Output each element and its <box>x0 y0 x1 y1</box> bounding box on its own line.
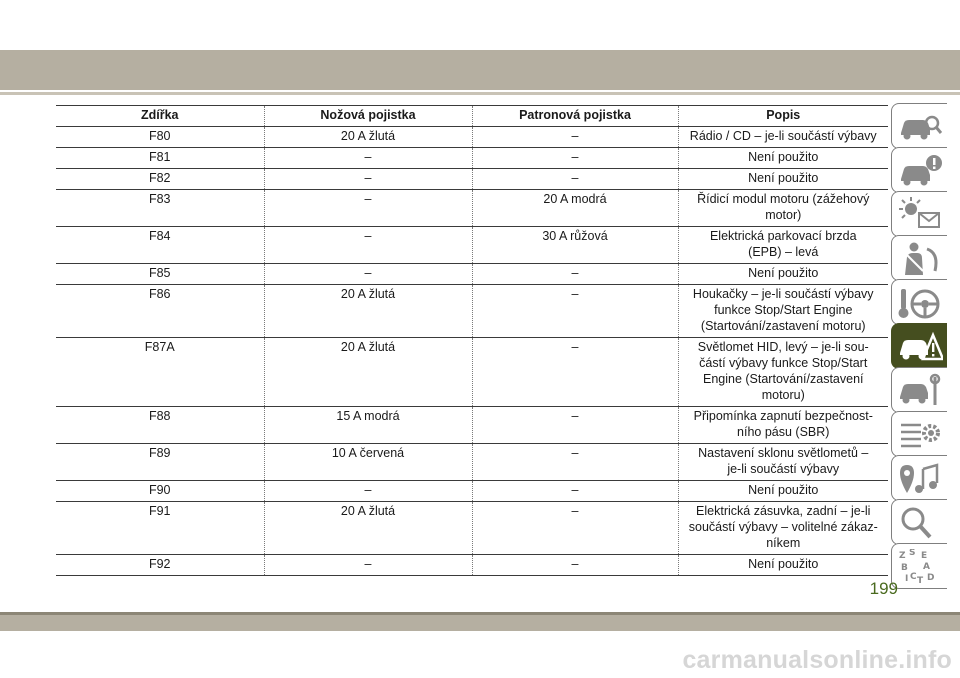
cell-blade-fuse: – <box>264 264 472 285</box>
cell-cartridge-fuse: – <box>472 285 678 338</box>
cell-description <box>678 481 888 502</box>
cell-description <box>678 148 888 169</box>
cell-cartridge-fuse: – <box>472 502 678 555</box>
svg-text:S: S <box>909 549 916 558</box>
cell-description <box>678 407 888 444</box>
cell-socket: F87A <box>56 338 264 407</box>
cell-blade-fuse: – <box>264 148 472 169</box>
tab-warning-lights[interactable] <box>891 191 947 237</box>
table-row <box>56 502 888 555</box>
index-letters-icon <box>897 549 943 585</box>
car-service-tools-icon <box>897 373 943 409</box>
specifications-gear-icon <box>897 417 943 453</box>
tab-emergency[interactable] <box>891 323 947 369</box>
table-row <box>56 481 888 502</box>
cell-description <box>678 502 888 555</box>
tab-car-search[interactable] <box>891 103 947 149</box>
svg-text:I: I <box>905 574 909 584</box>
cell-cartridge-fuse: – <box>472 481 678 502</box>
header-cell-socket: Zdířka <box>56 106 264 127</box>
description-line: Houkačky – je-li součástí výbavy <box>692 287 874 301</box>
description-line: ního pásu (SBR) <box>737 425 830 439</box>
cell-description <box>678 127 888 148</box>
header-rule <box>0 92 960 95</box>
cell-blade-fuse: 20 A žlutá <box>264 338 472 407</box>
cell-blade-fuse: – <box>264 227 472 264</box>
description-line: Připomínka zapnutí bezpečnost- <box>693 409 873 423</box>
footer-band <box>0 612 960 631</box>
cell-description <box>678 285 888 338</box>
cell-blade-fuse: 20 A žlutá <box>264 127 472 148</box>
svg-text:D: D <box>927 573 935 583</box>
svg-text:Z: Z <box>899 551 906 561</box>
svg-text:A: A <box>923 562 930 572</box>
seat-belt-airbag-icon <box>897 241 943 277</box>
svg-text:B: B <box>901 563 908 573</box>
chapter-tabs <box>891 103 949 583</box>
cell-blade-fuse: 20 A žlutá <box>264 285 472 338</box>
cell-cartridge-fuse: – <box>472 148 678 169</box>
cell-cartridge-fuse: – <box>472 555 678 576</box>
table-row <box>56 190 888 227</box>
description-line: částí výbavy funkce Stop/Start <box>699 356 868 370</box>
cell-socket: F91 <box>56 502 264 555</box>
description-line: Není použito <box>748 266 819 280</box>
description-line: Není použito <box>748 483 819 497</box>
cell-socket: F90 <box>56 481 264 502</box>
description-line: Není použito <box>748 557 819 571</box>
cell-description <box>678 444 888 481</box>
cell-cartridge-fuse: – <box>472 338 678 407</box>
cell-cartridge-fuse: – <box>472 407 678 444</box>
cell-socket: F81 <box>56 148 264 169</box>
cell-blade-fuse: – <box>264 169 472 190</box>
cell-cartridge-fuse: – <box>472 264 678 285</box>
table-row <box>56 264 888 285</box>
tab-servicing[interactable] <box>891 367 947 413</box>
cell-socket: F80 <box>56 127 264 148</box>
header-cell-cartridge-fuse: Patronová pojistka <box>472 106 678 127</box>
tab-search[interactable] <box>891 499 947 545</box>
description-line: Rádio / CD – je-li součástí výbavy <box>689 129 877 143</box>
header-band <box>0 50 960 90</box>
description-line: Není použito <box>748 150 819 164</box>
description-line: součástí výbavy – volitelné zákaz- <box>688 520 878 534</box>
header-cell-description: Popis <box>678 106 888 127</box>
cell-blade-fuse: 15 A modrá <box>264 407 472 444</box>
svg-text:E: E <box>921 551 928 561</box>
fuse-table <box>56 105 888 576</box>
cell-blade-fuse: – <box>264 481 472 502</box>
description-line: Není použito <box>748 171 819 185</box>
key-steering-wheel-icon <box>897 285 943 321</box>
search-magnifier-icon <box>897 505 943 541</box>
tab-safety[interactable] <box>891 235 947 281</box>
cell-description <box>678 264 888 285</box>
cell-description <box>678 555 888 576</box>
cell-cartridge-fuse: – <box>472 169 678 190</box>
svg-text:C: C <box>910 572 917 582</box>
description-line: Světlomet HID, levý – je-li sou- <box>697 340 869 354</box>
cell-cartridge-fuse: – <box>472 127 678 148</box>
cell-description <box>678 227 888 264</box>
table-row <box>56 555 888 576</box>
tab-car-info[interactable] <box>891 147 947 193</box>
description-line: motor) <box>765 208 802 222</box>
tab-multimedia[interactable] <box>891 455 947 501</box>
tab-starting-driving[interactable] <box>891 279 947 325</box>
cell-description <box>678 338 888 407</box>
header-cell-blade-fuse: Nožová pojistka <box>264 106 472 127</box>
table-row <box>56 338 888 407</box>
cell-socket: F92 <box>56 555 264 576</box>
cell-socket: F82 <box>56 169 264 190</box>
table-row <box>56 407 888 444</box>
cell-socket: F88 <box>56 407 264 444</box>
table-row <box>56 169 888 190</box>
cell-blade-fuse: – <box>264 555 472 576</box>
cell-description <box>678 190 888 227</box>
watermark: carmanualsonline.info <box>682 646 952 674</box>
description-line: je-li součástí výbavy <box>727 462 840 476</box>
cell-cartridge-fuse: 20 A modrá <box>472 190 678 227</box>
description-line: Elektrická zásuvka, zadní – je-li <box>696 504 871 518</box>
cell-cartridge-fuse: – <box>472 444 678 481</box>
table-row <box>56 148 888 169</box>
table-row <box>56 285 888 338</box>
cell-socket: F83 <box>56 190 264 227</box>
car-info-icon <box>897 153 943 189</box>
table-row <box>56 227 888 264</box>
description-line: (Startování/zastavení motoru) <box>700 319 866 333</box>
tab-specifications[interactable] <box>891 411 947 457</box>
table-row <box>56 127 888 148</box>
cell-blade-fuse: – <box>264 190 472 227</box>
description-line: Elektrická parkovací brzda <box>709 229 857 243</box>
cell-socket: F86 <box>56 285 264 338</box>
cell-socket: F84 <box>56 227 264 264</box>
cell-description <box>678 169 888 190</box>
cell-socket: F85 <box>56 264 264 285</box>
description-line: motoru) <box>761 388 805 402</box>
tab-index[interactable] <box>891 543 947 589</box>
cell-socket: F89 <box>56 444 264 481</box>
description-line: níkem <box>766 536 801 550</box>
table-row <box>56 444 888 481</box>
description-line: (EPB) – levá <box>748 245 819 259</box>
car-hazard-icon <box>897 329 943 365</box>
description-line: funkce Stop/Start Engine <box>714 303 853 317</box>
description-line: Nastavení sklonu světlometů – <box>698 446 869 460</box>
page-number: 199 <box>869 579 898 598</box>
table-header-row <box>56 106 888 127</box>
cell-blade-fuse: 20 A žlutá <box>264 502 472 555</box>
car-search-icon <box>897 109 943 145</box>
warning-lights-message-icon <box>897 197 943 233</box>
description-line: Engine (Startování/zastavení <box>702 372 864 386</box>
description-line: Řídicí modul motoru (zážehový <box>697 192 870 206</box>
svg-text:T: T <box>917 576 924 585</box>
multimedia-music-icon <box>897 461 943 497</box>
cell-blade-fuse: 10 A červená <box>264 444 472 481</box>
cell-cartridge-fuse: 30 A růžová <box>472 227 678 264</box>
